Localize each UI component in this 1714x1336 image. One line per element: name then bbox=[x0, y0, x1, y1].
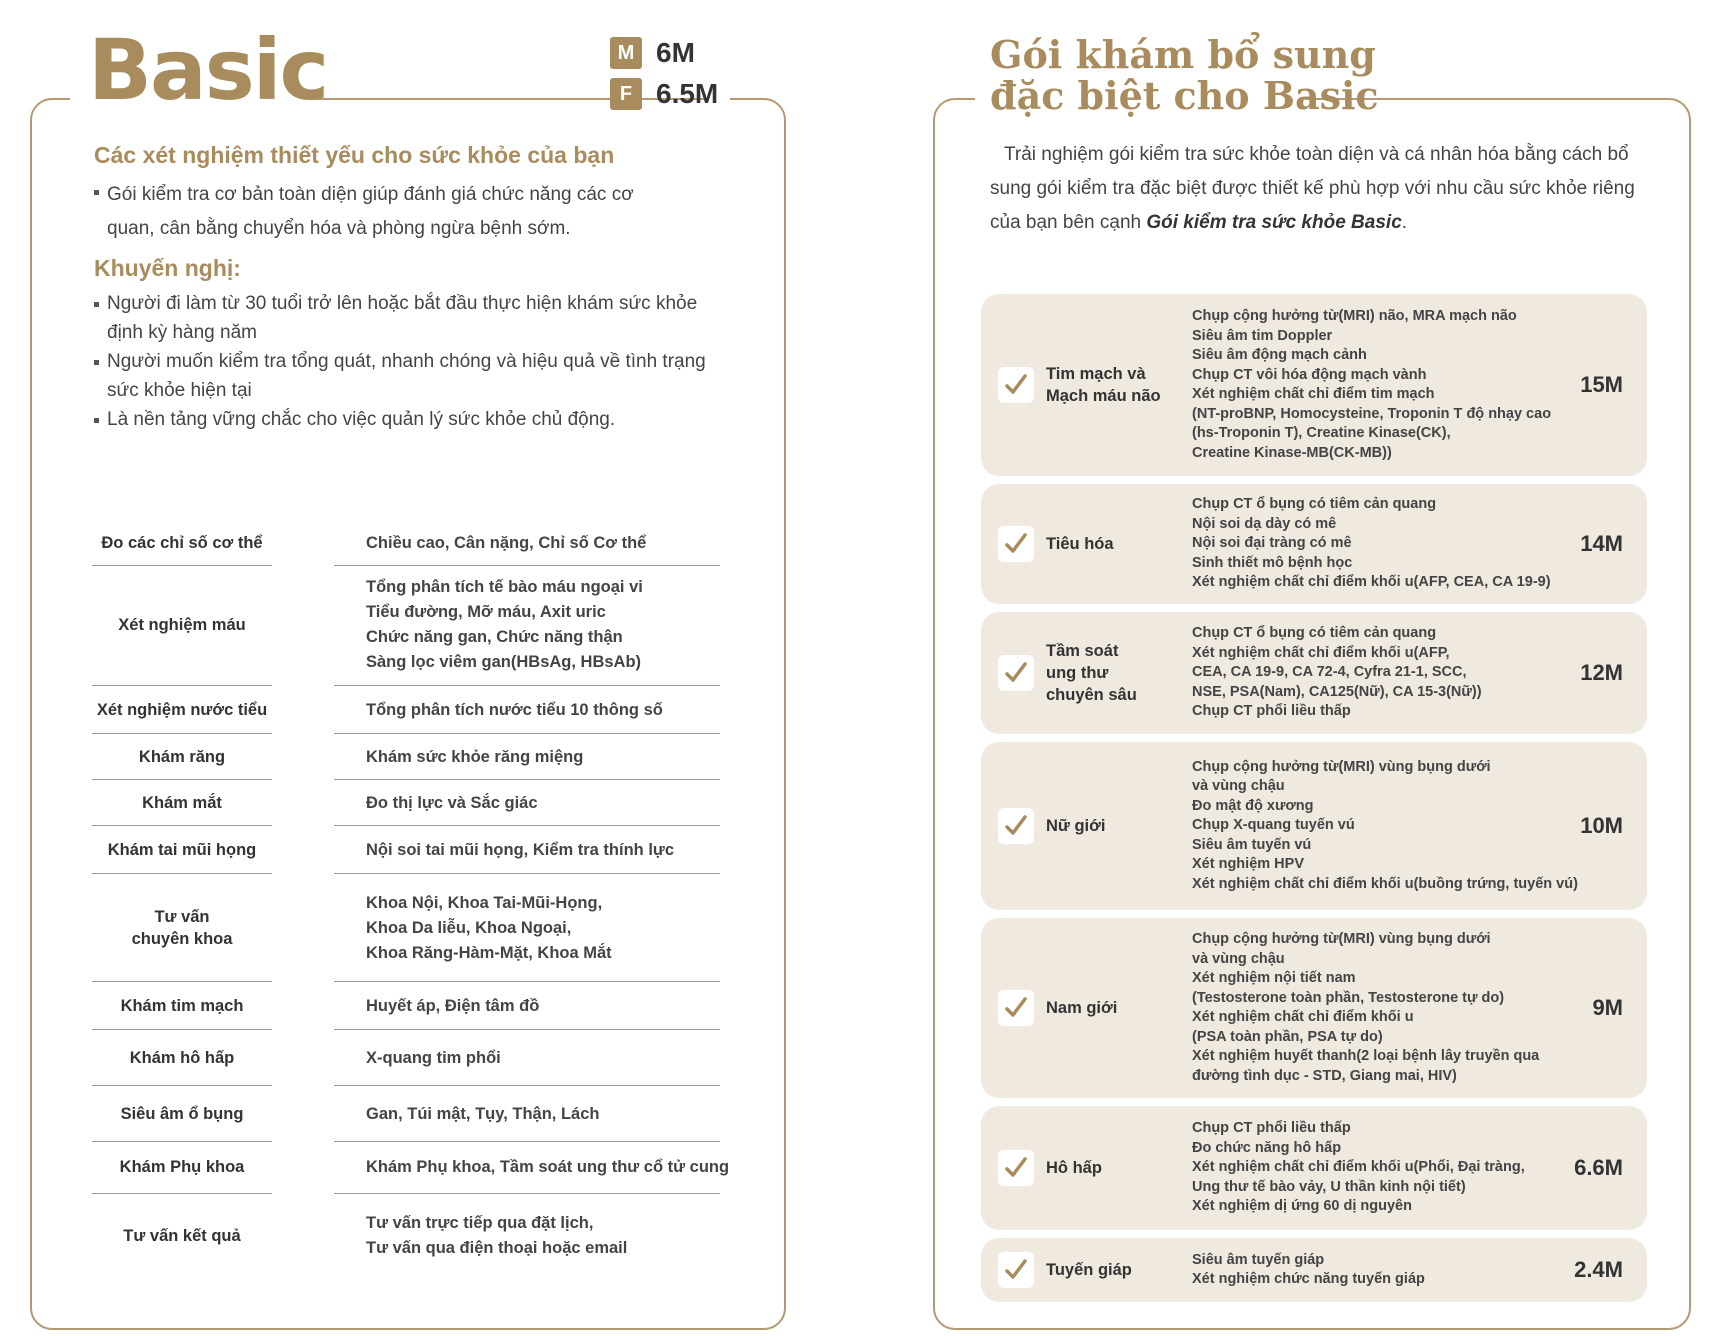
intro-end: . bbox=[1401, 212, 1408, 233]
table-row-items bbox=[366, 994, 746, 1019]
package-item: Xét nghiệm huyết thanh(2 loại bệnh lây truyền qua bbox=[1192, 1048, 1540, 1064]
package-name bbox=[1046, 997, 1176, 1019]
package-item: Chụp CT phổi liều thấp bbox=[1192, 703, 1351, 720]
label-line: Siêu âm ổ bụng bbox=[120, 1105, 244, 1123]
table-row-label bbox=[92, 1225, 272, 1247]
package-item: Creatine Kinase-MB(CK-MB)) bbox=[1192, 444, 1392, 461]
addon-title-line2: đặc biệt cho Basic bbox=[990, 73, 1379, 118]
addon-title-line1: Gói khám bổ sung bbox=[990, 32, 1376, 77]
package-item: Ung thư tế bào vảy, U thần kinh nội tiết) bbox=[1192, 1178, 1466, 1195]
check-icon[interactable] bbox=[998, 367, 1034, 403]
female-price: 6.5M bbox=[656, 78, 719, 109]
label-line: Tư vấn bbox=[154, 908, 210, 926]
table-item: Nội soi tai mũi họng, Kiểm tra thính lực bbox=[366, 840, 675, 859]
essential-tests-bullets bbox=[94, 178, 684, 247]
table-divider bbox=[92, 733, 272, 734]
package-item: Chụp cộng hưởng từ(MRI) não, MRA mạch não bbox=[1192, 308, 1517, 324]
package-item: Xét nghiệm nội tiết nam bbox=[1192, 970, 1356, 986]
table-item: Huyết áp, Điện tâm đồ bbox=[366, 996, 540, 1015]
basic-title: Basic bbox=[88, 21, 328, 119]
package-item: Xét nghiệm chức năng tuyến giáp bbox=[1192, 1271, 1425, 1287]
package-item: NSE, PSA(Nam), CA125(Nữ), CA 15-3(Nữ)) bbox=[1192, 683, 1482, 700]
table-divider bbox=[334, 685, 720, 686]
table-divider bbox=[334, 779, 720, 780]
package-item: Xét nghiệm HPV bbox=[1192, 856, 1304, 873]
package-item: Xét nghiệm chất chỉ điểm khối u(AFP, bbox=[1192, 644, 1450, 661]
label-line: Khám tim mạch bbox=[120, 997, 244, 1015]
package-item: Xét nghiệm chất chỉ điểm khối u bbox=[1192, 1009, 1414, 1025]
table-row-label bbox=[92, 1047, 272, 1069]
package-name-line: Tiêu hóa bbox=[1046, 535, 1114, 553]
package-name bbox=[1046, 1157, 1176, 1179]
addon-package-card[interactable] bbox=[981, 742, 1647, 910]
package-name bbox=[1046, 533, 1176, 555]
package-item: Xét nghiệm dị ứng 60 dị nguyên bbox=[1192, 1198, 1412, 1215]
table-item: Khoa Da liễu, Khoa Ngoại, bbox=[366, 918, 572, 937]
label-line: Khám tai mũi họng bbox=[107, 841, 257, 859]
table-item: Tổng phân tích tế bào máu ngoại vi bbox=[366, 578, 643, 596]
package-item: Chụp cộng hưởng từ(MRI) vùng bụng dưới bbox=[1192, 931, 1491, 947]
addon-title bbox=[990, 34, 1379, 116]
table-divider bbox=[92, 1193, 272, 1194]
package-item: Chụp CT ổ bụng có tiêm cản quang bbox=[1192, 625, 1437, 642]
package-item: (NT-proBNP, Homocysteine, Troponin T độ nhạy cao bbox=[1192, 405, 1552, 422]
table-divider bbox=[334, 1141, 720, 1142]
table-item: Tổng phân tích nước tiểu 10 thông số bbox=[366, 700, 663, 719]
package-items bbox=[1192, 495, 1592, 593]
package-item: đường tình dục - STD, Giang mai, HIV) bbox=[1192, 1067, 1457, 1084]
package-name-line: Nam giới bbox=[1046, 999, 1118, 1017]
package-item: Chụp cộng hưởng từ(MRI) vùng bụng dưới bbox=[1192, 758, 1491, 775]
package-name bbox=[1046, 815, 1176, 837]
table-divider bbox=[334, 733, 720, 734]
table-row-label bbox=[92, 906, 272, 950]
package-items bbox=[1192, 1251, 1592, 1290]
package-items bbox=[1192, 758, 1592, 895]
package-name bbox=[1046, 363, 1176, 407]
package-item: Siêu âm động mạch cảnh bbox=[1192, 347, 1367, 363]
package-item: (Testosterone toàn phần, Testosterone tự do) bbox=[1192, 989, 1505, 1006]
table-divider bbox=[92, 1029, 272, 1030]
table-divider bbox=[334, 981, 720, 982]
package-item: Nội soi đại tràng có mê bbox=[1192, 535, 1352, 552]
label-line: Tư vấn kết quả bbox=[123, 1227, 241, 1245]
check-icon[interactable] bbox=[998, 808, 1034, 844]
table-divider bbox=[92, 779, 272, 780]
package-item: Đo mật độ xương bbox=[1192, 797, 1314, 814]
package-price: 6.6M bbox=[1574, 1155, 1623, 1180]
package-item: Đo chức năng hô hấp bbox=[1192, 1139, 1342, 1156]
addon-package-card[interactable] bbox=[981, 484, 1647, 604]
bullet-item: Gói kiểm tra cơ bản toàn diện giúp đánh giá chức năng các cơ quan, cân bằng chuyển hóa và phòng ngừa bệnh sớm. bbox=[94, 178, 684, 246]
addon-package-card[interactable] bbox=[981, 294, 1647, 476]
package-items bbox=[1192, 307, 1592, 463]
table-divider bbox=[92, 1085, 272, 1086]
package-item: Nội soi dạ dày có mê bbox=[1192, 515, 1337, 532]
label-line: Khám mắt bbox=[142, 794, 222, 812]
price-male bbox=[610, 36, 695, 70]
table-row-label bbox=[92, 699, 272, 721]
package-item: và vùng chậu bbox=[1192, 950, 1285, 967]
package-item: Chụp CT vôi hóa động mạch vành bbox=[1192, 366, 1427, 383]
table-row-label bbox=[92, 1156, 272, 1178]
package-item: Chụp X-quang tuyến vú bbox=[1192, 817, 1355, 834]
package-items bbox=[1192, 1119, 1592, 1217]
package-item: Xét nghiệm chất chỉ điểm khối u(buồng trứng, tuyến vú) bbox=[1192, 875, 1578, 892]
table-row-items bbox=[366, 791, 746, 816]
table-item: Khoa Răng-Hàm-Mặt, Khoa Mắt bbox=[366, 943, 612, 962]
label-line: Đo các chỉ số cơ thể bbox=[101, 534, 263, 552]
package-name-line: Tầm soát bbox=[1046, 642, 1119, 660]
package-name-line: Tuyến giáp bbox=[1046, 1261, 1132, 1279]
package-item: Chụp CT phổi liều thấp bbox=[1192, 1120, 1351, 1137]
addon-package-card[interactable] bbox=[981, 1106, 1647, 1230]
table-row-label bbox=[92, 746, 272, 768]
addon-package-card[interactable] bbox=[981, 918, 1647, 1098]
package-price: 15M bbox=[1580, 372, 1623, 397]
table-item: Khám sức khỏe răng miệng bbox=[366, 747, 584, 766]
table-item: Tư vấn qua điện thoại hoặc email bbox=[366, 1239, 628, 1257]
label-line: Xét nghiệm máu bbox=[118, 616, 246, 634]
table-row-items bbox=[366, 575, 746, 675]
table-row-items bbox=[366, 891, 746, 966]
table-row-items bbox=[366, 531, 746, 556]
package-price: 10M bbox=[1580, 813, 1623, 838]
recommend-bullets bbox=[94, 290, 734, 436]
table-row-items bbox=[366, 838, 746, 863]
package-item: CEA, CA 19-9, CA 72-4, Cyfra 21-1, SCC, bbox=[1192, 664, 1467, 681]
table-divider bbox=[92, 825, 272, 826]
bullet-item: Người muốn kiểm tra tổng quát, nhanh chóng và hiệu quả về tình trạng sức khỏe hiện tại bbox=[94, 348, 734, 405]
package-items bbox=[1192, 624, 1592, 722]
addon-intro bbox=[990, 138, 1650, 240]
female-badge: F bbox=[610, 78, 642, 110]
male-badge: M bbox=[610, 37, 642, 69]
male-price: 6M bbox=[656, 37, 695, 68]
table-item: Tư vấn trực tiếp qua đặt lịch, bbox=[366, 1214, 594, 1232]
package-item: và vùng chậu bbox=[1192, 778, 1285, 795]
table-item: X-quang tim phổi bbox=[366, 1048, 501, 1067]
package-item: Siêu âm tuyến vú bbox=[1192, 836, 1312, 853]
check-icon[interactable] bbox=[998, 1252, 1034, 1288]
table-divider bbox=[92, 565, 272, 566]
package-name-line: Mạch máu não bbox=[1046, 387, 1161, 405]
intro-text: Trải nghiệm gói kiểm tra sức khỏe toàn diện và cá nhân hóa bằng cách bổ sung gói kiểm tra đặc biệt được thiết kế phù hợp với nhu cầu sức khỏe riêng của bạn bên cạnh bbox=[990, 144, 1635, 233]
table-row-items bbox=[366, 1211, 746, 1261]
addon-package-card[interactable] bbox=[981, 1238, 1647, 1302]
table-row-label bbox=[92, 614, 272, 636]
table-divider bbox=[334, 1029, 720, 1030]
table-divider bbox=[334, 1085, 720, 1086]
package-price: 2.4M bbox=[1574, 1257, 1623, 1282]
table-item: Tiểu đường, Mỡ máu, Axit uric bbox=[366, 603, 606, 621]
table-divider bbox=[92, 685, 272, 686]
package-item: Chụp CT ổ bụng có tiêm cản quang bbox=[1192, 496, 1437, 513]
table-item: Chiều cao, Cân nặng, Chỉ số Cơ thể bbox=[366, 533, 647, 552]
package-item: Xét nghiệm chất chỉ điểm khối u(Phổi, Đại tràng, bbox=[1192, 1159, 1525, 1176]
package-name bbox=[1046, 640, 1176, 706]
table-divider bbox=[92, 1141, 272, 1142]
table-item: Sàng lọc viêm gan(HBsAg, HBsAb) bbox=[366, 653, 642, 671]
package-name-line: ung thư bbox=[1046, 664, 1109, 682]
price-female bbox=[610, 77, 718, 111]
package-item: Siêu âm tuyến giáp bbox=[1192, 1251, 1325, 1268]
table-row-label bbox=[92, 839, 272, 861]
table-row-label bbox=[92, 792, 272, 814]
label-line: chuyên khoa bbox=[131, 930, 233, 948]
package-name-line: chuyên sâu bbox=[1046, 686, 1137, 704]
table-row-label bbox=[92, 995, 272, 1017]
package-item: Xét nghiệm chất chỉ điểm tim mạch bbox=[1192, 386, 1435, 402]
package-items bbox=[1192, 930, 1592, 1086]
table-item: Đo thị lực và Sắc giác bbox=[366, 793, 538, 812]
table-divider bbox=[92, 981, 272, 982]
bullet-item: Là nền tảng vững chắc cho việc quản lý sức khỏe chủ động. bbox=[94, 406, 734, 435]
intro-emphasis: Gói kiểm tra sức khỏe Basic bbox=[1146, 212, 1402, 233]
package-name-line: Nữ giới bbox=[1046, 817, 1106, 835]
essential-tests-heading: Các xét nghiệm thiết yếu cho sức khỏe của bạn bbox=[94, 142, 615, 168]
bullet-item: Người đi làm từ 30 tuổi trở lên hoặc bắt đầu thực hiện khám sức khỏe định kỳ hàng năm bbox=[94, 290, 734, 347]
table-row-items bbox=[366, 745, 746, 770]
package-price: 12M bbox=[1580, 660, 1623, 685]
table-row-items bbox=[366, 1102, 746, 1127]
package-item: Xét nghiệm chất chỉ điểm khối u(AFP, CEA, CA 19-9) bbox=[1192, 574, 1551, 591]
table-row-label bbox=[92, 532, 272, 554]
table-row-label bbox=[92, 1103, 272, 1125]
table-divider bbox=[334, 873, 720, 874]
table-row-items bbox=[366, 1046, 746, 1071]
package-name-line: Tim mạch và bbox=[1046, 365, 1146, 383]
check-icon[interactable] bbox=[998, 990, 1034, 1026]
check-icon[interactable] bbox=[998, 526, 1034, 562]
package-price: 14M bbox=[1580, 531, 1623, 556]
table-item: Khám Phụ khoa, Tầm soát ung thư cổ tử cung bbox=[366, 1157, 730, 1176]
table-row-items bbox=[366, 1155, 746, 1180]
table-divider bbox=[334, 1193, 720, 1194]
table-divider bbox=[334, 565, 720, 566]
check-icon[interactable] bbox=[998, 655, 1034, 691]
label-line: Khám hô hấp bbox=[129, 1049, 235, 1067]
addon-package-card[interactable] bbox=[981, 612, 1647, 734]
package-name bbox=[1046, 1259, 1176, 1281]
table-item: Chức năng gan, Chức năng thận bbox=[366, 628, 623, 646]
table-item: Khoa Nội, Khoa Tai-Mũi-Họng, bbox=[366, 893, 603, 912]
check-icon[interactable] bbox=[998, 1150, 1034, 1186]
label-line: Khám Phụ khoa bbox=[119, 1158, 245, 1176]
table-item: Gan, Túi mật, Tụy, Thận, Lách bbox=[366, 1104, 600, 1123]
table-divider bbox=[92, 873, 272, 874]
package-price: 9M bbox=[1592, 995, 1623, 1020]
recommend-heading: Khuyến nghị: bbox=[94, 255, 241, 281]
table-divider bbox=[334, 825, 720, 826]
package-name-line: Hô hấp bbox=[1046, 1159, 1102, 1177]
package-item: Sinh thiết mô bệnh học bbox=[1192, 554, 1353, 571]
package-item: (hs-Troponin T), Creatine Kinase(CK), bbox=[1192, 425, 1451, 441]
package-item: Siêu âm tim Doppler bbox=[1192, 327, 1333, 344]
label-line: Xét nghiệm nước tiểu bbox=[96, 701, 268, 719]
package-item: (PSA toàn phần, PSA tự do) bbox=[1192, 1028, 1383, 1045]
table-row-items bbox=[366, 698, 746, 723]
label-line: Khám răng bbox=[138, 748, 226, 766]
